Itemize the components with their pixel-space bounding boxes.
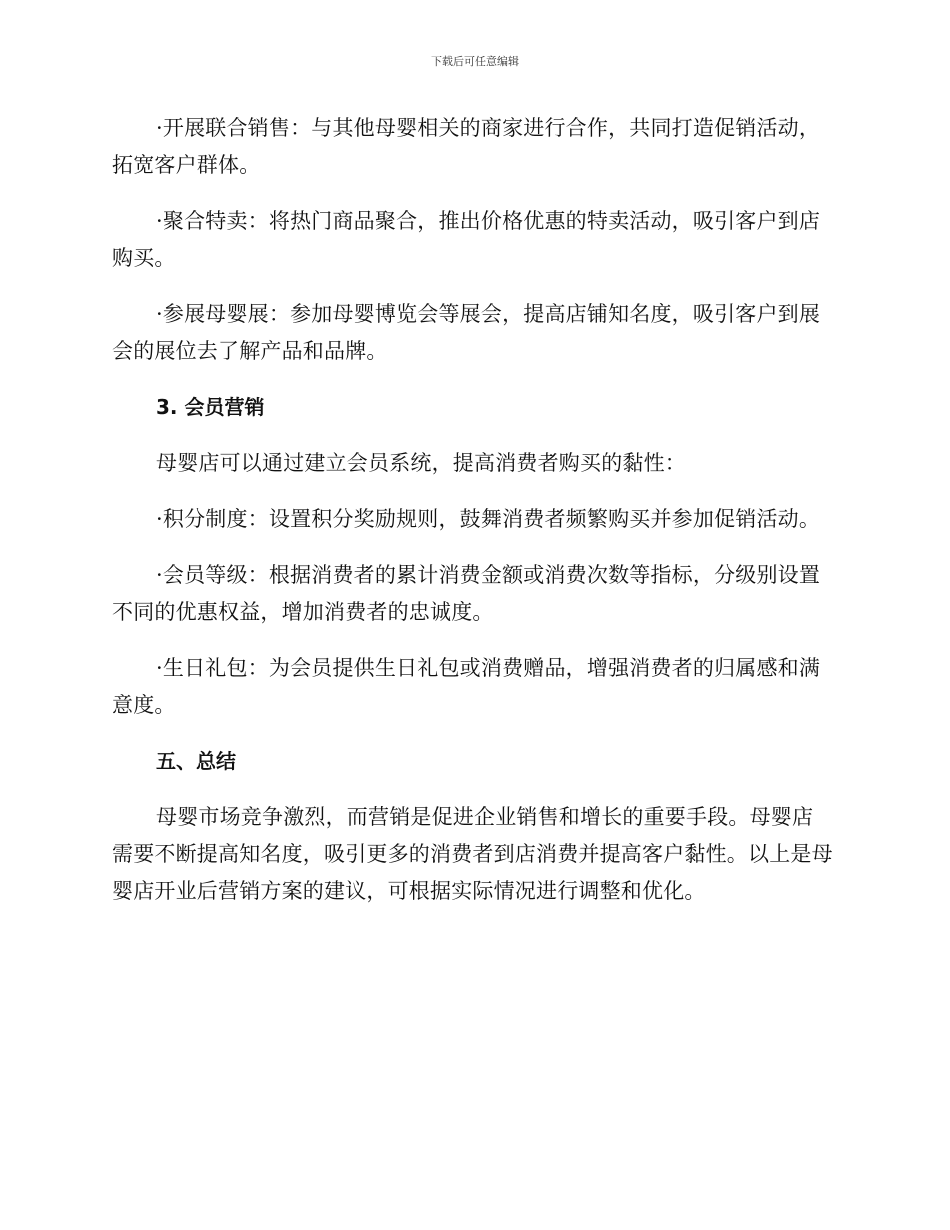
document-body: [112, 110, 834, 929]
membership-intro: 母婴店可以通过建立会员系统，提高消费者购买的黏性：: [156, 451, 686, 475]
bullet-member-levels: ·会员等级：根据消费者的累计消费金额或消费次数等指标，分级别设置不同的优惠权益，增加消费者的忠诚度。: [112, 563, 821, 624]
bullet-points-system: ·积分制度：设置积分奖励规则，鼓舞消费者频繁购买并参加促销活动。: [156, 507, 821, 531]
summary-paragraph: 母婴市场竞争激烈，而营销是促进企业销售和增长的重要手段。母婴店需要不断提高知名度，吸引更多的消费者到店消费并提高客户黏性。以上是母婴店开业后营销方案的建议，可根据实际情况进行调整和优化。: [112, 805, 833, 903]
bullet-aggregate-sale: ·聚合特卖：将热门商品聚合，推出价格优惠的特卖活动，吸引客户到店购买。: [112, 209, 821, 270]
bullet-joint-sales: ·开展联合销售：与其他母婴相关的商家进行合作，共同打造促销活动，拓宽客户群体。: [112, 116, 821, 177]
bullet-birthday-gift: ·生日礼包：为会员提供生日礼包或消费赠品，增强消费者的归属感和满意度。: [112, 656, 821, 717]
page-header: 下载后可任意编辑: [431, 55, 519, 68]
section-heading-summary: 五、总结: [156, 749, 236, 773]
bullet-baby-expo: ·参展母婴展：参加母婴博览会等展会，提高店铺知名度，吸引客户到展会的展位去了解产品和品牌。: [112, 302, 821, 363]
section-heading-membership: 3. 会员营销: [156, 395, 265, 419]
